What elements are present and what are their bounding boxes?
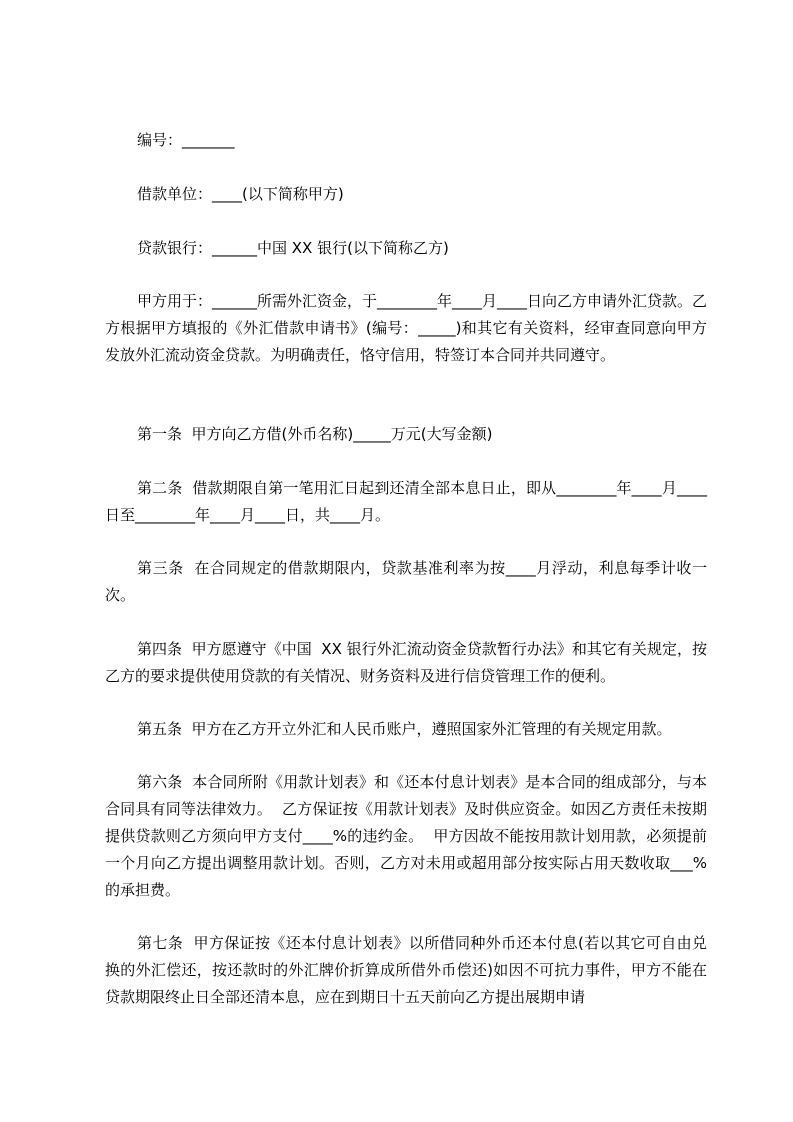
lender-bank-line: 贷款银行：______中国 XX 银行(以下简称乙方) <box>137 239 449 257</box>
preamble-paragraph: 甲方用于：______所需外汇资金，于________年____月____日向乙方申请外汇贷款。乙方根据甲方填报的《外汇借款申请书》(编号：_____)和其它有关资料，经审查同意向甲方发放外汇流动资金贷款。为明确责任，恪守信用，特签订本合同并共同遵守。 <box>105 292 708 364</box>
article-6: 第六条 本合同所附《用款计划表》和《还本付息计划表》是本合同的组成部分，与本合同具有同等法律效力。 乙方保证按《用款计划表》及时供应资金。如因乙方责任未按期提供贷款则乙方须向甲方支付____%的违约金。 甲方因故不能按用款计划用款，必须提前一个月向乙方提出调整用款计划。否则，乙方对未用或超用部分按实际占用天数收取___%的承担费。 <box>105 773 707 899</box>
borrower-line: 借款单位：____(以下简称甲方) <box>137 185 344 203</box>
article-4: 第四条 甲方愿遵守《中国 XX 银行外汇流动资金贷款暂行办法》和其它有关规定，按乙方的要求提供使用贷款的有关情况、财务资料及进行信贷管理工作的便利。 <box>105 640 707 685</box>
article-1: 第一条 甲方向乙方借(外币名称)_____万元(大写金额) <box>137 425 493 443</box>
article-5: 第五条 甲方在乙方开立外汇和人民币账户，遵照国家外汇管理的有关规定用款。 <box>137 720 672 738</box>
article-7: 第七条 甲方保证按《还本付息计划表》以所借同种外币还本付息(若以其它可自由兑换的外汇偿还，按还款时的外汇牌价折算成所借外币偿还)如因不可抗力事件，甲方不能在贷款期限终止日全部还清本息，应在到期日十五天前向乙方提出展期申请 <box>105 934 707 1006</box>
contract-number-line: 编号：_______ <box>137 131 235 149</box>
article-3: 第三条 在合同规定的借款期限内，贷款基准利率为按____月浮动，利息每季计收一次。 <box>105 559 707 604</box>
article-2: 第二条 借款期限自第一笔用汇日起到还清全部本息日止，即从________年____月____日至________年____月____日，共____月。 <box>105 479 707 524</box>
